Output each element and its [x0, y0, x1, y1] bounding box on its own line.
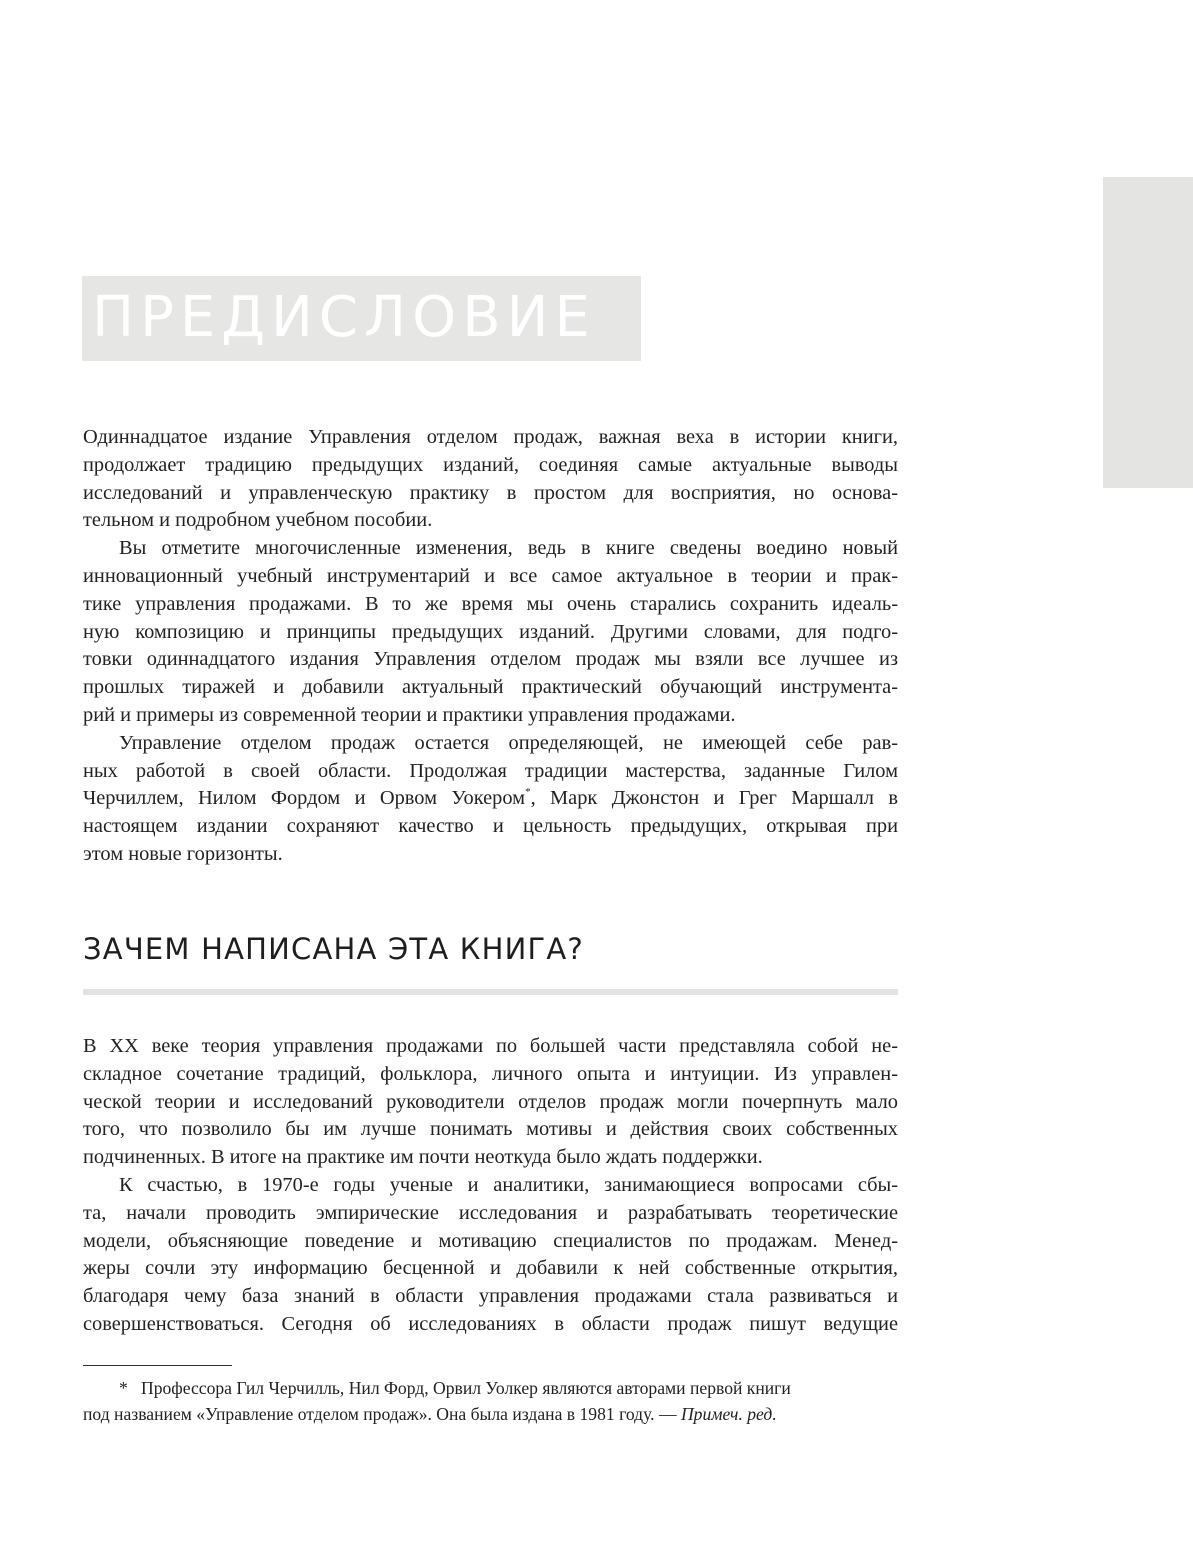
chapter-title: ПРЕДИСЛОВИЕ	[92, 285, 596, 350]
text-line: Одиннадцатое издание Управления отделом продаж, важная веха в истории книги,	[83, 426, 898, 448]
text-line: исследований и управленческую практику в простом для восприятия, но основа-	[83, 481, 898, 504]
intro-paragraph-2	[83, 535, 898, 730]
text-line: рий и примеры из современной теории и практики управления продажами.	[83, 703, 736, 726]
intro-paragraph-1	[83, 424, 898, 535]
text-line: товки одиннадцатого издания Управления отделом продаж мы взяли все лучшее из	[83, 648, 898, 671]
text-line: Управление отделом продаж остается определяющей, не имеющей себе рав-	[119, 731, 898, 754]
text-line: складное сочетание традиций, фольклора, личного опыта и интуиции. Из управлен-	[83, 1062, 898, 1085]
section-heading-rule	[83, 989, 898, 995]
text-line: В XX веке теория управления продажами по большей части представляла собой не-	[83, 1035, 898, 1057]
text-line: инновационный учебный инструментарий и все самое актуальное в теории и прак-	[83, 564, 898, 587]
body-paragraph-1	[83, 1033, 898, 1172]
text-line: прошлых тиражей и добавили актуальный практический обучающий инструмента-	[83, 676, 898, 699]
footnote-text: под названием «Управление отделом продаж». Она была издана в 1981 году. —	[83, 1404, 677, 1424]
footnote	[83, 1375, 898, 1427]
footnote-line	[83, 1401, 898, 1427]
text-line: подчиненных. В итоге на практике им почти неоткуда было ждать поддержки.	[83, 1146, 763, 1169]
footnote-reference[interactable]: *	[525, 786, 531, 799]
text-line: того, что позволило бы им лучше понимать мотивы и действия своих собственных	[83, 1118, 898, 1141]
footnote-line	[83, 1375, 898, 1401]
text-line: этом новые горизонты.	[83, 842, 283, 865]
text-line: жеры сочли эту информацию бесценной и добавили к ней собственные открытия,	[83, 1257, 898, 1280]
text-line: та, начали проводить эмпирические исследования и разрабатывать теоретические	[83, 1201, 898, 1224]
intro-paragraph-3	[83, 730, 898, 869]
text-line: настоящем издании сохраняют качество и цельность предыдущих, открывая при	[83, 815, 898, 838]
footnote-text: Профессора Гил Черчилль, Нил Форд, Орвил Уолкер являются авторами первой книги	[141, 1378, 791, 1398]
chapter-side-tab	[1103, 177, 1193, 488]
intro-text	[83, 424, 898, 869]
text-line: тике управления продажами. В то же время мы очень старались сохранить идеаль-	[83, 592, 898, 615]
text-fragment: , Марк Джонстон и Грег Маршалл в	[530, 787, 898, 810]
text-line: Вы отметите многочисленные изменения, ведь в книге сведены воедино новый	[119, 537, 898, 560]
section-heading: ЗАЧЕМ НАПИСАНА ЭТА КНИГА?	[83, 932, 584, 966]
footnote-mark: *	[119, 1378, 128, 1398]
text-line: ных работой в своей области. Продолжая традиции мастерства, заданные Гилом	[83, 759, 898, 782]
text-line: ческой теории и исследований руководители отделов продаж могли почерпнуть мало	[83, 1090, 898, 1113]
text-line: продолжает традицию предыдущих изданий, соединяя самые актуальные выводы	[83, 453, 898, 476]
body-paragraph-2	[83, 1172, 898, 1339]
text-line: совершенствоваться. Сегодня об исследованиях в области продаж пишут ведущие	[83, 1312, 898, 1335]
text-line: модели, объясняющие поведение и мотивацию специалистов по продажам. Менед-	[83, 1229, 898, 1252]
text-line	[83, 785, 898, 813]
text-line: тельном и подробном учебном пособии.	[83, 509, 433, 532]
footnote-separator	[83, 1365, 232, 1366]
text-line: ную композицию и принципы предыдущих изданий. Другими словами, для подго-	[83, 620, 898, 643]
editor-note: Примеч. ред.	[680, 1404, 777, 1424]
text-line: благодаря чему база знаний в области управления продажами стала развиваться и	[83, 1285, 898, 1308]
text-line: К счастью, в 1970-е годы ученые и аналитики, занимающиеся вопросами сбы-	[119, 1173, 898, 1196]
section-body-text	[83, 1033, 898, 1339]
text-fragment: Черчиллем, Нилом Фордом и Орвом Уокером	[83, 787, 526, 810]
